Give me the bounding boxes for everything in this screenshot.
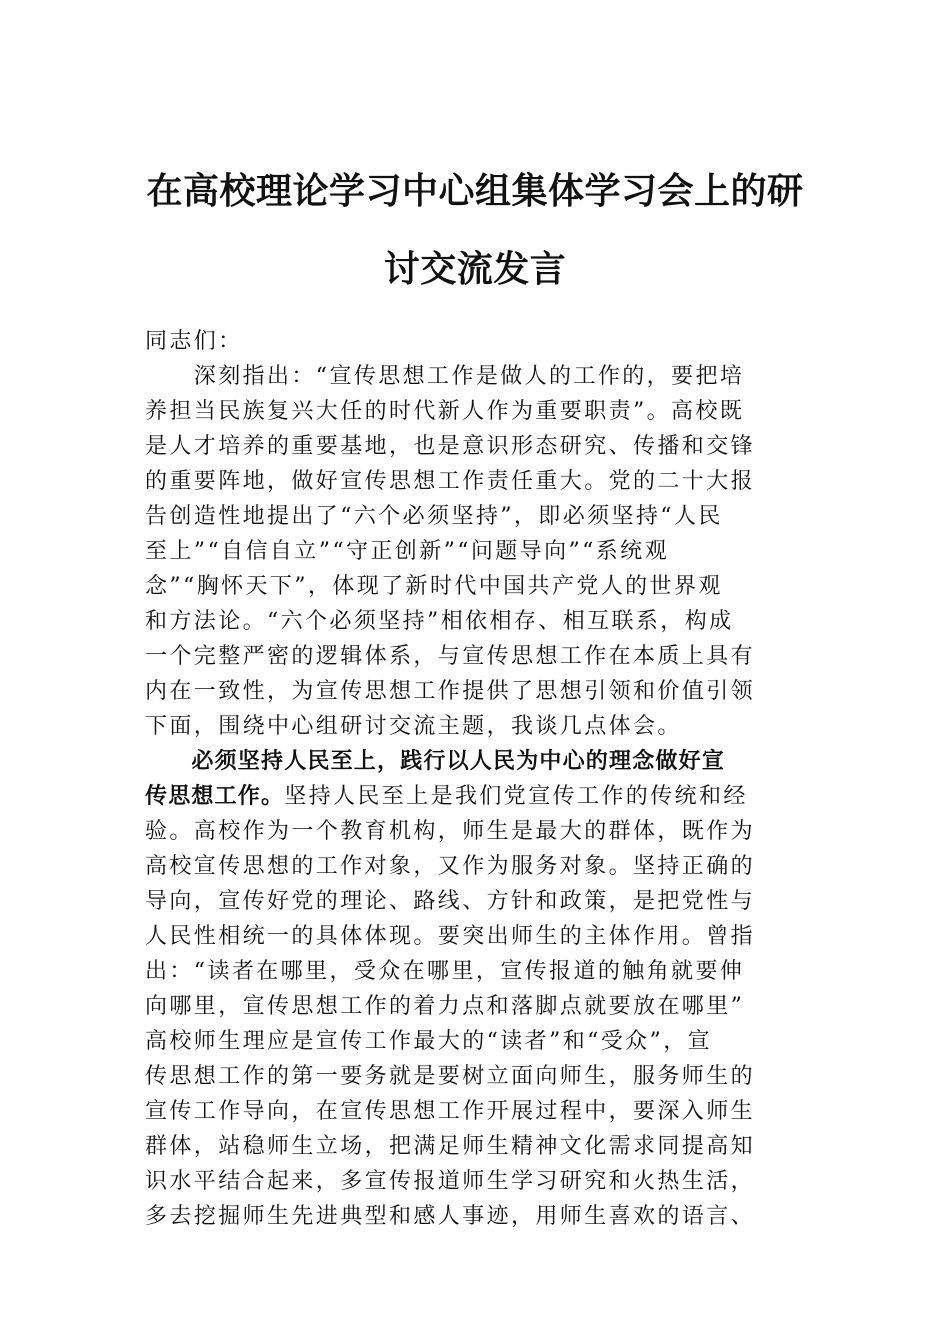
salutation: 同志们： xyxy=(145,329,243,354)
paragraph-text: 坚持人民至上是我们党宣传工作的传统和经 xyxy=(284,784,748,809)
paragraph-line: 多去挖掘师生先进典型和感人事迹，用师生喜欢的语言、 xyxy=(145,1204,756,1229)
paragraph-line: 是人才培养的重要基地，也是意识形态研究、传播和交锋 xyxy=(145,434,756,459)
paragraph-line: 群体，站稳师生立场，把满足师生精神文化需求同提高知 xyxy=(145,1134,756,1159)
section-heading-continuation xyxy=(145,779,805,814)
paragraph-line: 人民性相统一的具体体现。要突出师生的主体作用。曾指 xyxy=(145,924,756,949)
paragraph-line: 内在一致性，为宣传思想工作提供了思想引领和价值引领 xyxy=(145,679,756,704)
paragraph-line: 高校师生理应是宣传工作最大的“读者”和“受众”，宣 xyxy=(145,1029,712,1054)
section-heading-tail: 传思想工作。 xyxy=(145,783,285,809)
paragraph-line: 导向，宣传好党的理论、路线、方针和政策，是把党性与 xyxy=(145,889,756,914)
paragraph-line: 出：“读者在哪里，受众在哪里，宣传报道的触角就要伸 xyxy=(145,959,745,984)
paragraph-line: 至上”“自信自立”“守正创新”“问题导向”“系统观 xyxy=(145,539,669,564)
document-body xyxy=(145,324,805,1234)
paragraph-line: 念”“胸怀天下”，体现了新时代中国共产党人的世界观 xyxy=(145,574,723,599)
paragraph-line: 传思想工作的第一要务就是要树立面向师生，服务师生的 xyxy=(145,1064,756,1089)
paragraph-line: 识水平结合起来，多宣传报道师生学习研究和火热生活， xyxy=(145,1169,756,1194)
paragraph-line: 一个完整严密的逻辑体系，与宣传思想工作在本质上具有 xyxy=(145,644,756,669)
paragraph-line: 高校宣传思想的工作对象，又作为服务对象。坚持正确的 xyxy=(145,854,756,879)
title-line-2: 讨交流发言 xyxy=(383,248,567,290)
paragraph-line: 的重要阵地，做好宣传思想工作责任重大。党的二十大报 xyxy=(145,469,756,494)
paragraph-line: 养担当民族复兴大任的时代新人作为重要职责”。高校既 xyxy=(145,399,745,424)
paragraph-line: 深刻指出：“宣传思想工作是做人的工作的，要把培 xyxy=(145,364,745,389)
section-heading-line: 必须坚持人民至上，践行以人民为中心的理念做好宣 xyxy=(145,748,726,774)
paragraph-line: 宣传工作导向，在宣传思想工作开展过程中，要深入师生 xyxy=(145,1099,756,1124)
paragraph-line: 告创造性地提出了“六个必须坚持”，即必须坚持“人民 xyxy=(145,504,723,529)
title-line-1: 在高校理论学习中心组集体学习会上的研 xyxy=(146,170,804,212)
paragraph-line: 下面，围绕中心组研讨交流主题，我谈几点体会。 xyxy=(145,714,682,739)
paragraph-line: 和方法论。“六个必须坚持”相依相存、相互联系，构成 xyxy=(145,609,734,634)
document-title xyxy=(145,152,805,308)
paragraph-line: 验。高校作为一个教育机构，师生是最大的群体，既作为 xyxy=(145,819,756,844)
paragraph-line: 向哪里，宣传思想工作的着力点和落脚点就要放在哪里” xyxy=(145,994,745,1019)
